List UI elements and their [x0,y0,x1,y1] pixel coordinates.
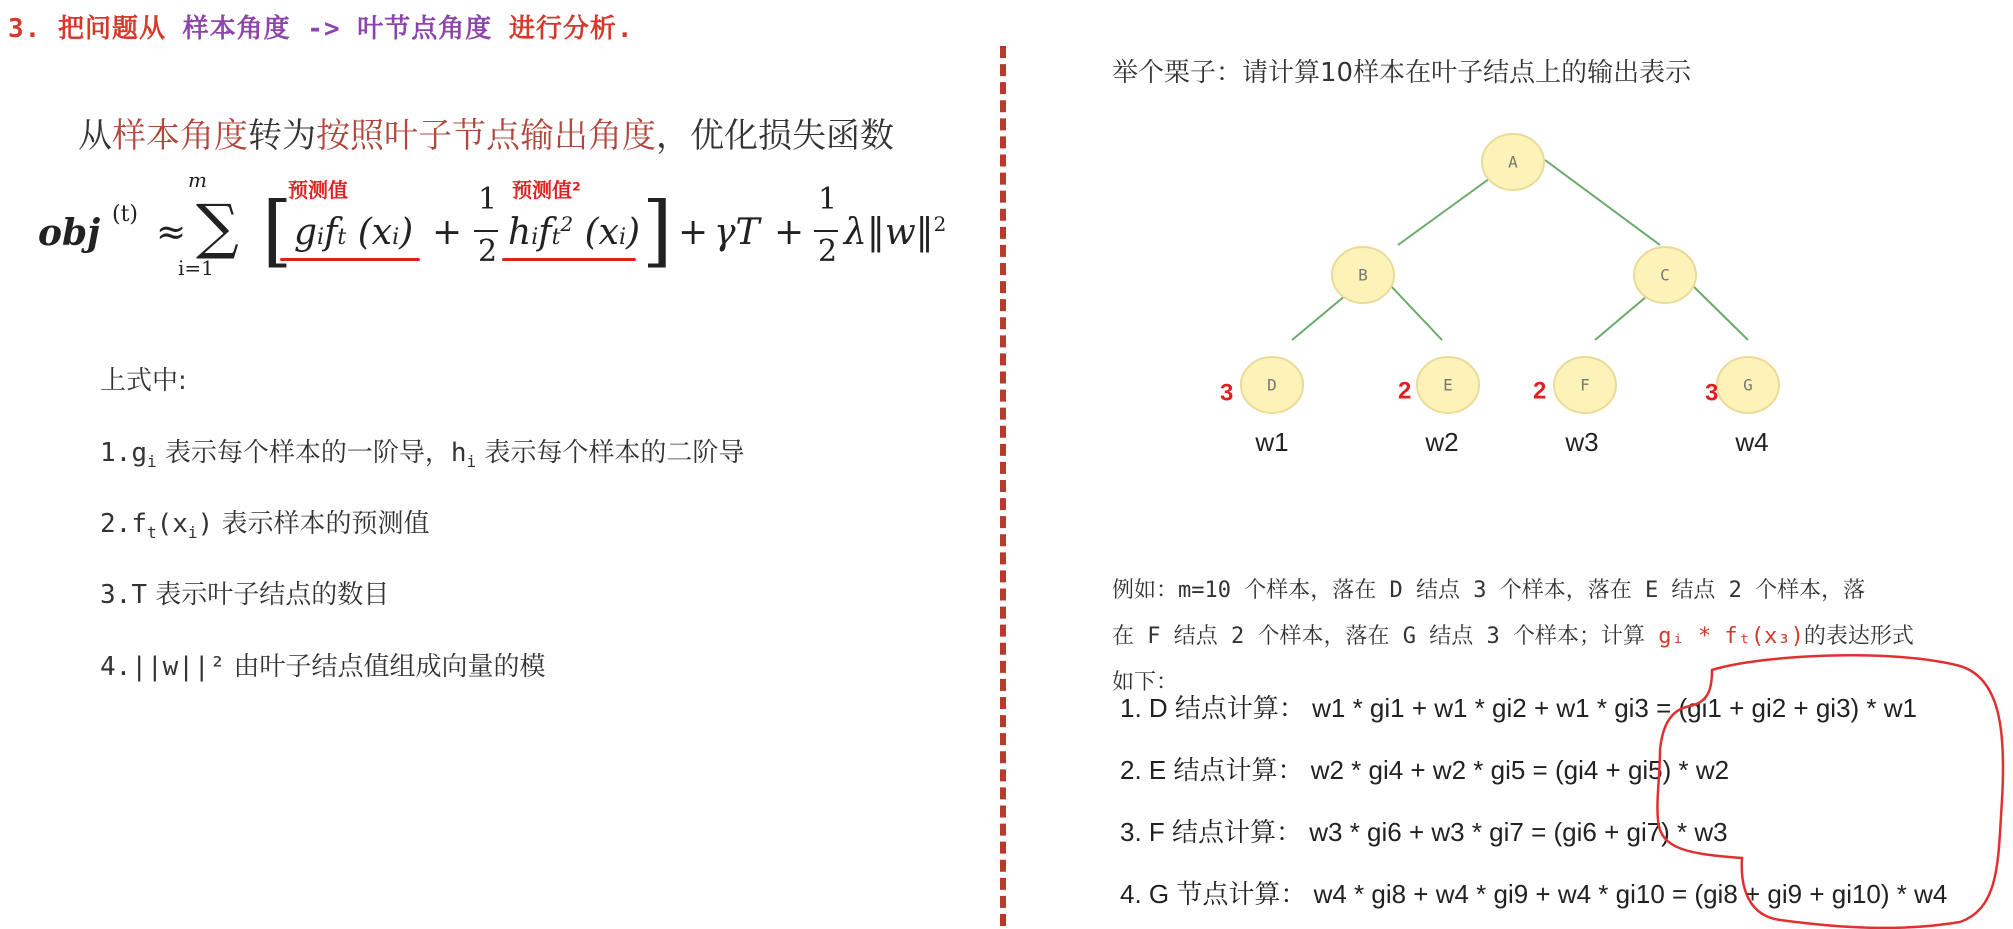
node-label-a: A [1508,152,1518,172]
item-index: 1. [100,438,132,468]
count-e: 2 [1398,377,1412,405]
count-g: 3 [1705,379,1719,407]
sum-symbol: ∑ [196,192,239,262]
item-sub: i [146,452,157,471]
half-numerator: 1 [478,182,498,217]
term-h-f2: hift$^2$ (xi) [508,212,641,253]
section-header [8,8,634,45]
description-line-1: 例如：m=10 个样本，落在 D 结点 3 个样本，落在 E 结点 2 个样本，落 [1112,578,1866,603]
item-sub-2: i [187,523,198,542]
intro-text: 上式中: [100,366,187,396]
fraction-bar [474,230,498,232]
item-index: 2. [100,509,132,539]
formula-superscript: (t) [112,202,139,227]
bracket-open: [ [262,186,293,276]
description-line-2-post: 的表达形式 [1803,624,1914,649]
item-index: 4. [100,652,132,682]
item-text: 表示每个样本的一阶导， [156,438,451,468]
count-f: 2 [1533,377,1547,405]
header-part-2: 样本角度 -> 叶节点角度 [182,14,493,44]
list-item-3 [100,574,389,611]
list-item-1 [100,432,744,471]
item-var: g [131,438,147,468]
formula-approx: ≈ [156,212,187,253]
plus-2: + [678,212,709,253]
plus-3: + [774,212,805,253]
sum-upper: m [188,168,207,192]
header-part-1: 把问题从 [57,14,166,44]
section-number: 3. [8,14,42,44]
item-var: ||w||² [131,652,226,682]
handdrawn-highlight-bracket [1560,650,2013,929]
item-text: 表示叶子结点的数目 [146,580,390,610]
edge-c-g [1692,285,1748,340]
calc-row-d: 1. D 结点计算： w1 * gi1 + w1 * gi2 + w1 * gi3 = (gi1 + gi2 + gi3) * w1 [1120,693,1917,723]
plus-1: + [432,212,463,253]
half-numerator-2: 1 [818,182,838,217]
heading-highlight-1: 样本角度 [112,116,248,156]
annotation-prediction: 预测值 [288,178,348,202]
underline-prediction [280,258,420,261]
node-label-b: B [1358,265,1368,285]
item-text-2: 表示每个样本的二阶导 [476,438,745,468]
term-g-f: gift (xi) [294,212,414,253]
objective-formula [38,168,947,292]
calc-row-f: 3. F 结点计算： w3 * gi6 + w3 * gi7 = (gi6 + gi7) * w3 [1120,817,1728,847]
term-gamma-t: γT [714,212,760,253]
heading-pre: 从 [78,116,112,156]
edge-b-e [1390,285,1442,340]
description-line-2-pre: 在 F 结点 2 个样本，落在 G 结点 3 个样本；计算 [1112,624,1659,649]
half-denominator: 2 [478,234,498,269]
weight-w4: w4 [1735,427,1769,457]
annotation-prediction-squared: 预测值² [512,178,581,202]
weight-w2: w2 [1425,427,1459,457]
edge-a-c [1545,160,1660,245]
node-label-g: G [1743,375,1753,395]
item-text: 表示样本的预测值 [213,509,430,539]
item-sub: t [146,523,157,542]
item-text: 由叶子结点值组成向量的模 [225,652,546,682]
node-label-e: E [1443,375,1453,395]
item-index: 3. [100,580,132,610]
description-formula: gᵢ * fₜ(x₃) [1658,624,1804,649]
item-var: T [131,580,147,610]
heading-post: ，优化损失函数 [656,116,894,156]
node-label-d: D [1267,375,1277,395]
item-paren-open: (x [156,509,188,539]
bracket-stroke [1657,655,2003,928]
list-item-4 [100,646,546,683]
weight-w1: w1 [1255,427,1289,457]
binary-tree-diagram [1180,110,1800,460]
sum-lower: i=1 [178,256,214,280]
underline-prediction-squared [502,258,636,261]
half-denominator-2: 2 [818,234,838,269]
calc-row-e: 2. E 结点计算： w2 * gi4 + w2 * gi5 = (gi4 + gi5) * w2 [1120,755,1730,785]
heading-mid: 转为 [248,116,316,156]
item-sub-2: i [466,452,477,471]
bracket-close: ] [642,186,673,276]
item-paren-close: ) [197,509,214,539]
formula-lhs: obj [38,212,101,254]
node-label-c: C [1660,265,1670,285]
header-part-3: 进行分析. [508,14,634,44]
term-lambda-norm: λ‖w‖$^2$ [844,212,947,253]
node-label-f: F [1580,375,1590,395]
calc-row-g: 4. G 节点计算： w4 * gi8 + w4 * gi9 + w4 * gi10 = (gi8 + gi9 + gi10) * w4 [1120,879,1948,909]
count-d: 3 [1220,379,1234,407]
column-divider [1000,46,1006,926]
tree-nodes [1241,134,1779,413]
list-item-2 [100,503,429,542]
item-var: f [131,509,147,539]
item-var-2: h [450,438,467,468]
weight-w3: w3 [1565,427,1599,457]
formula-heading [78,108,894,157]
example-title: 举个栗子：请计算10样本在叶子结点上的输出表示 [1112,58,1692,88]
heading-highlight-2: 按照叶子节点输出角度 [316,116,656,156]
fraction-bar-2 [814,230,838,232]
description-line-3: 如下： [1112,670,1179,695]
